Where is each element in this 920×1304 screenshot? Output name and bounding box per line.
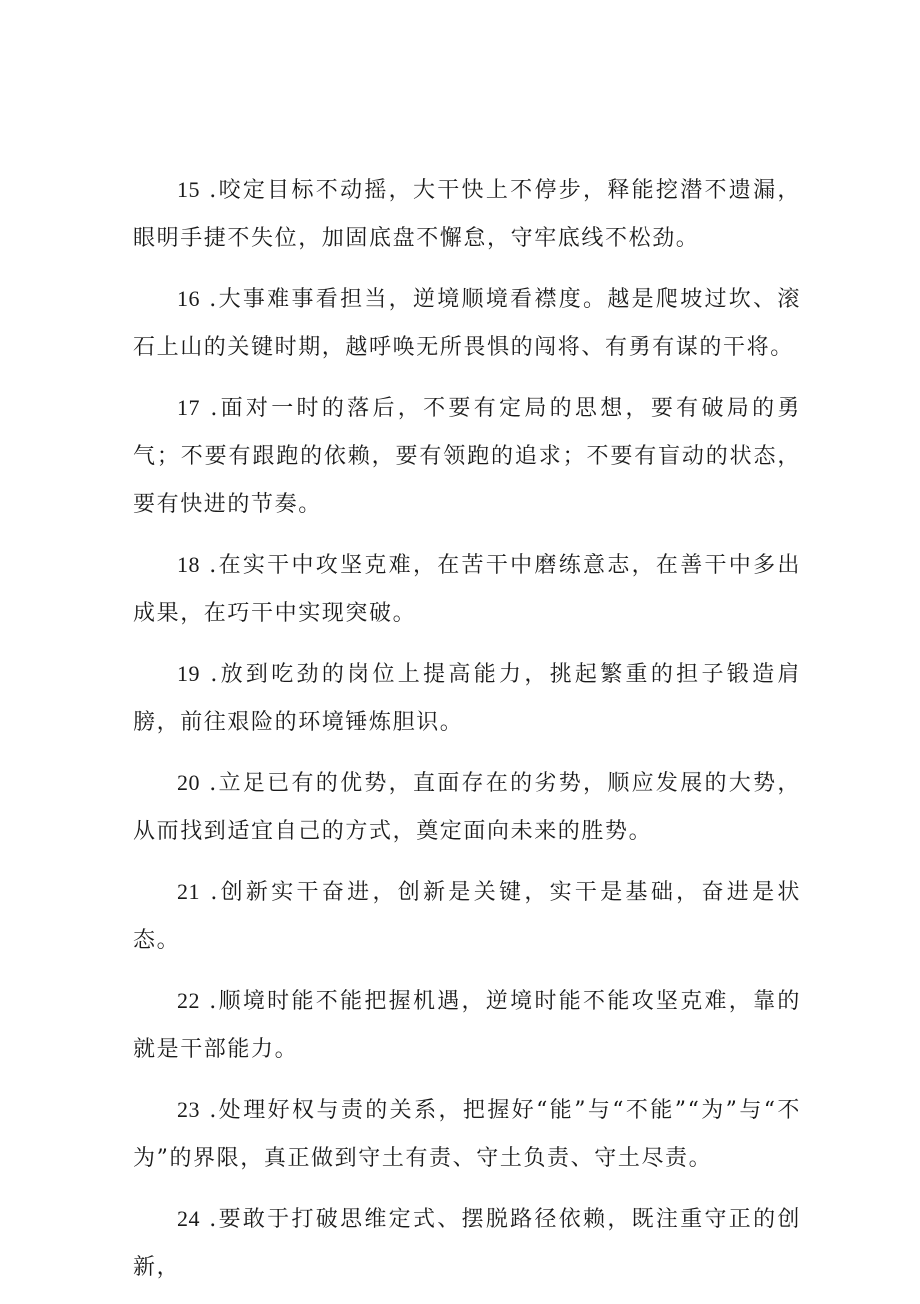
paragraph-21 — [133, 868, 801, 965]
paragraph-24 — [133, 1195, 801, 1292]
paragraph-number: 23 — [177, 1097, 200, 1122]
paragraph-number: 15 — [177, 177, 200, 202]
paragraph-number: 18 — [177, 552, 200, 577]
paragraph-16 — [133, 275, 801, 372]
paragraph-text: .放到吃劲的岗位上提高能力，挑起繁重的担子锻造肩膀，前往艰险的环境锤炼胆识。 — [133, 662, 801, 735]
paragraph-18 — [133, 541, 801, 638]
paragraph-number: 22 — [177, 988, 200, 1013]
paragraph-22 — [133, 977, 801, 1074]
paragraph-15 — [133, 166, 801, 263]
paragraph-text: .咬定目标不动摇，大干快上不停步，释能挖潜不遗漏，眼明手捷不失位，加固底盘不懈怠，守牢底线不松劲。 — [133, 178, 802, 251]
paragraph-text: .面对一时的落后，不要有定局的思想，要有破局的勇气；不要有跟跑的依赖，要有领跑的追求；不要有盲动的状态，要有快进的节奏。 — [133, 396, 801, 517]
paragraph-text: .处理好权与责的关系，把握好“能”与“不能”“为”与“不为”的界限，真正做到守土有责、守土负责、守土尽责。 — [133, 1098, 801, 1171]
paragraph-19 — [133, 650, 801, 747]
paragraph-text: .要敢于打破思维定式、摆脱路径依赖，既注重守正的创新， — [133, 1207, 802, 1280]
paragraph-number: 19 — [177, 661, 200, 686]
paragraph-text: .顺境时能不能把握机遇，逆境时能不能攻坚克难，靠的就是干部能力。 — [133, 989, 802, 1062]
paragraph-number: 24 — [177, 1206, 200, 1231]
paragraph-number: 17 — [177, 395, 200, 420]
paragraph-text: .大事难事看担当，逆境顺境看襟度。越是爬坡过坎、滚石上山的关键时期，越呼唤无所畏惧的闯将、有勇有谋的干将。 — [133, 287, 802, 360]
paragraph-number: 16 — [177, 286, 200, 311]
paragraph-number: 21 — [177, 879, 200, 904]
paragraph-text: .创新实干奋进，创新是关键，实干是基础，奋进是状态。 — [133, 880, 801, 953]
document-body — [133, 166, 801, 1304]
paragraph-20 — [133, 759, 801, 856]
paragraph-text: .在实干中攻坚克难，在苦干中磨练意志，在善干中多出成果，在巧干中实现突破。 — [133, 553, 802, 626]
paragraph-text: .立足已有的优势，直面存在的劣势，顺应发展的大势，从而找到适宜自己的方式，奠定面向未来的胜势。 — [133, 771, 802, 844]
paragraph-23 — [133, 1086, 801, 1183]
paragraph-number: 20 — [177, 770, 200, 795]
paragraph-17 — [133, 384, 801, 529]
